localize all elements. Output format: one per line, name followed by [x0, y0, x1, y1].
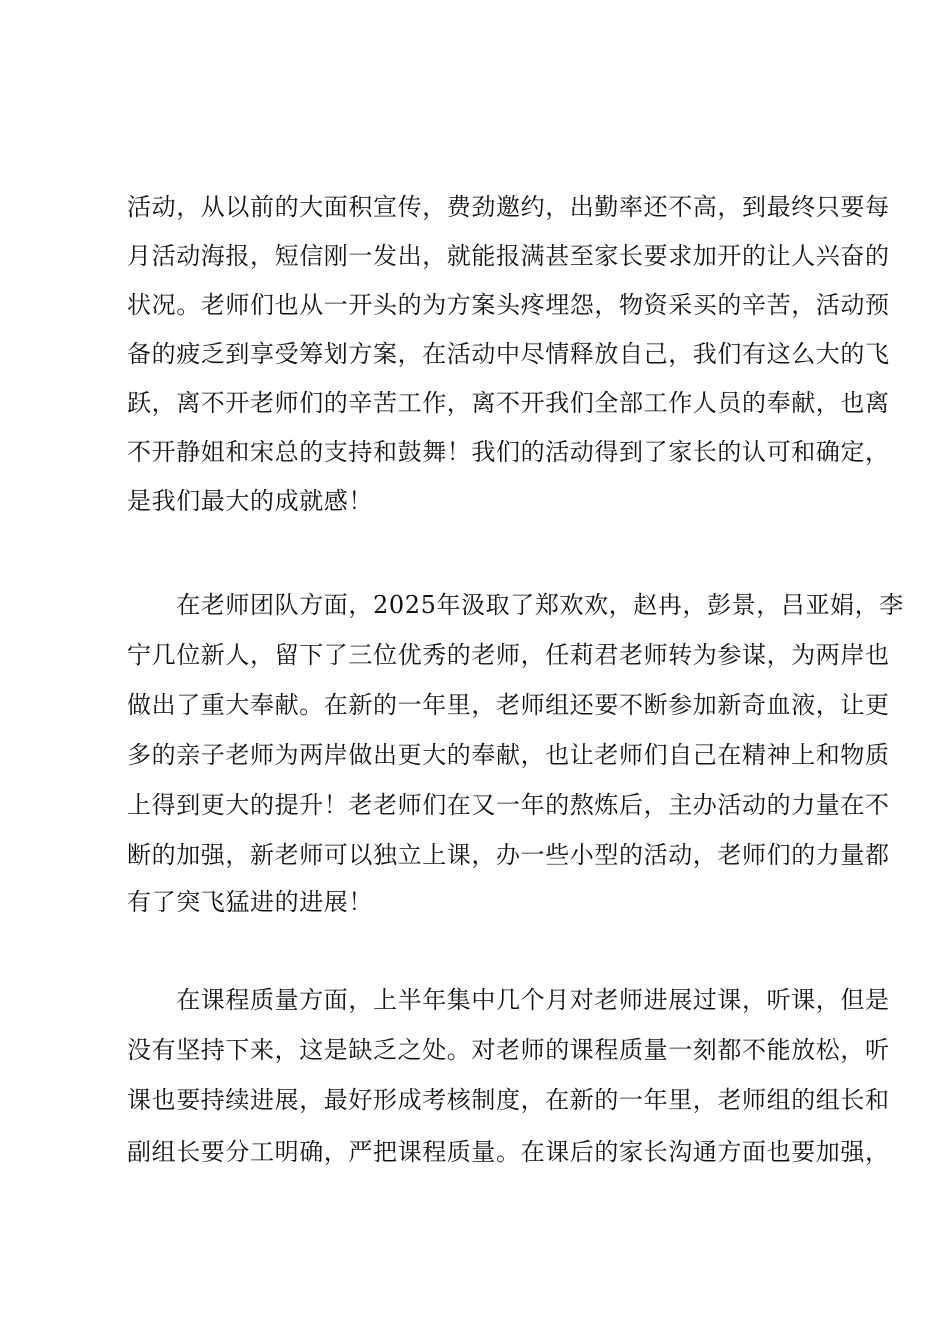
paragraph-line: 副组长要分工明确，严把课程质量。在课后的家长沟通方面也要加强， [127, 1138, 890, 1166]
paragraph-line: 不开静姐和宋总的支持和鼓舞！我们的活动得到了家长的认可和确定， [127, 438, 890, 466]
paragraph-line: 多的亲子老师为两岸做出更大的奉献，也让老师们自己在精神上和物质 [127, 741, 890, 769]
paragraph-line: 活动，从以前的大面积宣传，费劲邀约，出勤率还不高，到最终只要每 [127, 193, 890, 221]
paragraph-line: 课也要持续进展，最好形成考核制度，在新的一年里，老师组的组长和 [127, 1086, 890, 1114]
paragraph-line: 备的疲乏到享受筹划方案，在活动中尽情释放自己，我们有这么大的飞 [127, 340, 890, 368]
paragraph-line: 没有坚持下来，这是缺乏之处。对老师的课程质量一刻都不能放松，听 [127, 1036, 890, 1064]
paragraph-line: 断的加强，新老师可以独立上课，办一些小型的活动，老师们的力量都 [127, 841, 890, 869]
paragraph-line: 上得到更大的提升！老老师们在又一年的熬炼后，主办活动的力量在不 [127, 791, 890, 819]
paragraph-line: 月活动海报，短信刚一发出，就能报满甚至家长要求加开的让人兴奋的 [127, 242, 890, 270]
paragraph-line: 做出了重大奉献。在新的一年里，老师组还要不断参加新奇血液，让更 [127, 691, 890, 719]
paragraph-line: 在课程质量方面，上半年集中几个月对老师进展过课，听课，但是 [127, 986, 890, 1014]
paragraph-line: 是我们最大的成就感！ [127, 487, 373, 515]
paragraph-line: 跃，离不开老师们的辛苦工作，离不开我们全部工作人员的奉献，也离 [127, 389, 890, 417]
paragraph-line: 状况。老师们也从一开头的为方案头疼埋怨，物资采买的辛苦，活动预 [127, 291, 890, 319]
paragraph-line: 宁几位新人，留下了三位优秀的老师，任莉君老师转为参谋，为两岸也 [127, 641, 890, 669]
paragraph-line: 在老师团队方面，2025年汲取了郑欢欢，赵冉，彭景，吕亚娟，李 [127, 591, 904, 619]
paragraph-line: 有了突飞猛进的进展！ [127, 888, 373, 916]
